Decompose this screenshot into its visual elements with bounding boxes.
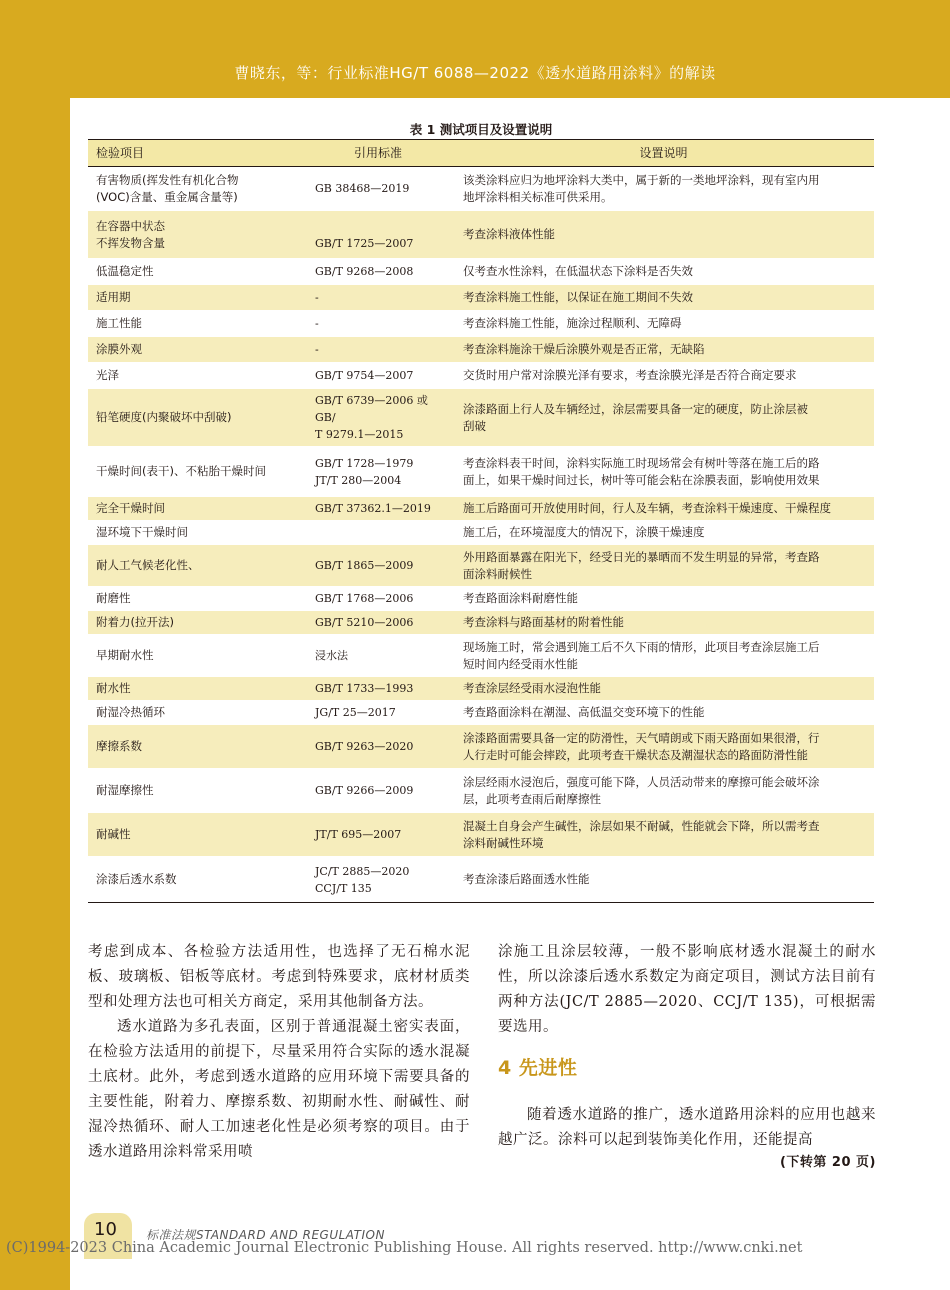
item-cell	[88, 259, 303, 285]
cell-line: CCJ/T 135	[315, 881, 372, 895]
column-header: 引用标准	[303, 140, 453, 167]
cell-line: GB/T 37362.1—2019	[315, 502, 431, 515]
table-row	[88, 497, 874, 521]
note-cell	[453, 769, 874, 813]
cell-line: 考查涂层经受雨水浸泡性能	[463, 681, 601, 695]
cell-line: 外用路面暴露在阳光下，经受日光的暴晒而不发生明显的异常，考查路	[463, 549, 820, 564]
cell-line: 涂料耐碱性环境	[463, 835, 544, 850]
cell-line: 考查涂料表干时间，涂料实际施工时现场常会有树叶等落在施工后的路	[463, 455, 820, 470]
note-cell	[453, 363, 874, 389]
cell-line: 交货时用户常对涂膜光泽有要求，考查涂膜光泽是否符合商定要求	[463, 368, 797, 382]
table-row	[88, 285, 874, 311]
cell-line: 考查涂料施工性能，施涂过程顺利、无障碍	[463, 316, 682, 330]
item-cell	[88, 167, 303, 211]
cell-line: 面涂料耐候性	[463, 566, 532, 581]
cell-line	[315, 218, 445, 235]
note-cell	[453, 813, 874, 857]
note-cell	[453, 677, 874, 701]
cell-line: 耐湿摩擦性	[96, 783, 154, 797]
cell-line: 光泽	[96, 368, 119, 382]
note-cell	[453, 635, 874, 677]
item-cell	[88, 337, 303, 363]
note-cell	[453, 611, 874, 635]
cell-line: JG/T 25—2017	[315, 706, 396, 719]
cell-line: 涂漆后透水系数	[96, 872, 177, 886]
cell-line: 施工后路面可开放使用时间，行人及车辆，考查涂料干燥速度、干燥程度	[463, 501, 831, 515]
cell-line: 摩擦系数	[96, 739, 142, 753]
note-cell	[453, 587, 874, 611]
standard-cell	[303, 363, 453, 389]
table-row	[88, 337, 874, 363]
note-cell	[453, 337, 874, 363]
cell-line: GB/T 9266—2009	[315, 784, 414, 797]
running-title: 曹晓东，等：行业标准HG/T 6088—2022《透水道路用涂料》的解读	[234, 64, 716, 82]
note-cell	[453, 497, 874, 521]
table-row	[88, 677, 874, 701]
cell-line: -	[315, 291, 319, 304]
table-row	[88, 389, 874, 447]
table-row	[88, 813, 874, 857]
cell-line: 现场施工时，常会遇到施工后不久下雨的情形，此项目考查涂层施工后	[463, 639, 820, 654]
standard-cell	[303, 389, 453, 447]
item-cell	[88, 857, 303, 903]
table-row	[88, 311, 874, 337]
cell-line: -	[315, 317, 319, 330]
standard-cell	[303, 447, 453, 497]
table-row	[88, 701, 874, 725]
cell-line: 早期耐水性	[96, 648, 154, 662]
standard-cell	[303, 635, 453, 677]
cell-line: 耐磨性	[96, 591, 131, 605]
standard-cell	[303, 311, 453, 337]
item-cell	[88, 497, 303, 521]
standard-cell	[303, 769, 453, 813]
copyright-notice: (C)1994-2023 China Academic Journal Electronic Publishing House. All rights reserved. http://www.cnki.net	[6, 1240, 803, 1256]
note-cell	[453, 167, 874, 211]
cell-line: 仅考查水性涂料，在低温状态下涂料是否失效	[463, 264, 693, 278]
standard-cell	[303, 167, 453, 211]
cell-line: GB/T 9754—2007	[315, 369, 414, 382]
cell-line: 干燥时间(表干)、不粘胎干燥时间	[96, 464, 266, 478]
column-header: 检验项目	[88, 140, 303, 167]
table-body	[88, 167, 874, 903]
cell-line: 耐水性	[96, 681, 131, 695]
spec-table	[88, 139, 874, 903]
cell-line: 铅笔硬度(内聚破坏中刮破)	[96, 410, 232, 424]
cell-line: 涂膜外观	[96, 342, 142, 356]
cell-line: 完全干燥时间	[96, 501, 165, 515]
cell-line: 层，此项考查雨后耐摩擦性	[463, 791, 601, 806]
item-cell	[88, 611, 303, 635]
cell-line: 刮破	[463, 418, 486, 433]
note-cell	[453, 447, 874, 497]
cell-line: GB/T 1728—1979	[315, 456, 414, 470]
cell-line: 耐碱性	[96, 827, 131, 841]
note-cell	[453, 521, 874, 545]
item-cell	[88, 701, 303, 725]
note-cell	[453, 857, 874, 903]
item-cell	[88, 677, 303, 701]
standard-cell	[303, 725, 453, 769]
text-column-left	[88, 940, 470, 1165]
cell-line: 短时间内经受雨水性能	[463, 656, 578, 671]
cell-line: 考查涂漆后路面透水性能	[463, 872, 590, 886]
cell-line: 该类涂料应归为地坪涂料大类中，属于新的一类地坪涂料，现有室内用	[463, 172, 820, 187]
continued-note: (下转第 20 页)	[779, 1155, 876, 1170]
standard-cell	[303, 211, 453, 259]
cell-line: 附着力(拉开法)	[96, 615, 174, 629]
table-row	[88, 363, 874, 389]
cell-line: 耐人工气候老化性、	[96, 558, 200, 572]
table-row	[88, 447, 874, 497]
note-cell	[453, 725, 874, 769]
table-row	[88, 521, 874, 545]
item-cell	[88, 725, 303, 769]
standard-cell	[303, 521, 453, 545]
table-row	[88, 635, 874, 677]
cell-line: GB/T 9263—2020	[315, 740, 414, 753]
standard-cell	[303, 857, 453, 903]
cell-line: 考查涂料施涂干燥后涂膜外观是否正常，无缺陷	[463, 342, 705, 356]
cell-line: -	[315, 343, 319, 356]
cell-line: GB 38468—2019	[315, 182, 410, 195]
standard-cell	[303, 337, 453, 363]
item-cell	[88, 635, 303, 677]
cell-line: 涂层经雨水浸泡后，强度可能下降，人员活动带来的摩擦可能会破坏涂	[463, 774, 820, 789]
cell-line: JT/T 695—2007	[315, 828, 402, 841]
cell-line: 低温稳定性	[96, 264, 154, 278]
table-row	[88, 725, 874, 769]
cell-line: 施工后，在环境湿度大的情况下，涂膜干燥速度	[463, 525, 705, 539]
left-margin-band	[0, 0, 70, 1290]
table-header-row	[88, 140, 874, 167]
text-column-right	[498, 940, 876, 1173]
cell-line: GB/T 1733—1993	[315, 682, 414, 695]
standard-cell	[303, 545, 453, 587]
standard-cell	[303, 813, 453, 857]
cell-line: 浸水法	[315, 649, 348, 662]
cell-line: 考查涂料施工性能，以保证在施工期间不失效	[463, 290, 693, 304]
cell-line: GB/T 1865—2009	[315, 559, 414, 572]
cell-line: 适用期	[96, 290, 131, 304]
item-cell	[88, 587, 303, 611]
paragraph: 涂施工且涂层较薄，一般不影响底材透水混凝土的耐水性，所以涂漆后透水系数定为商定项目，测试方法目前有两种方法(JC/T 2885—2020、CCJ/T 135)，可根据需要选用。	[498, 944, 876, 1035]
standard-cell	[303, 259, 453, 285]
header-band	[0, 0, 950, 98]
column-header: 设置说明	[453, 140, 874, 167]
note-cell	[453, 211, 874, 259]
cell-line: (VOC)含量、重金属含量等)	[96, 189, 238, 204]
cell-line: 考查涂料液体性能	[463, 227, 555, 241]
note-cell	[453, 389, 874, 447]
paragraph: 考虑到成本、各检验方法适用性，也选择了无石棉水泥板、玻璃板、铝板等底材。考虑到特殊要求，底材材质类型和处理方法也可相关方商定，采用其他制备方法。	[88, 944, 470, 1010]
table-row	[88, 857, 874, 903]
paragraph: 随着透水道路的推广，透水道路用涂料的应用也越来越广泛。涂料可以起到装饰美化作用，还能提高	[498, 1107, 876, 1148]
table-row	[88, 587, 874, 611]
item-cell	[88, 447, 303, 497]
cell-line: GB/T 9268—2008	[315, 265, 414, 278]
note-cell	[453, 545, 874, 587]
item-cell	[88, 211, 303, 259]
cell-line	[315, 524, 445, 541]
item-cell	[88, 311, 303, 337]
note-cell	[453, 701, 874, 725]
cell-line: GB/T 1768—2006	[315, 592, 414, 605]
item-cell	[88, 363, 303, 389]
cell-line: GB/T 1725—2007	[315, 236, 414, 250]
cell-line: 人行走时可能会摔跤，此项考查干燥状态及潮湿状态的路面防滑性能	[463, 747, 808, 762]
cell-line: 地坪涂料相关标准可供采用。	[463, 189, 613, 204]
cell-line: JC/T 2885—2020	[315, 864, 410, 878]
cell-line: 在容器中状态	[96, 218, 165, 233]
cell-line: 有害物质(挥发性有机化合物	[96, 172, 239, 187]
cell-line: 涂漆路面需要具备一定的防滑性，天气晴朗或下雨天路面如果很滑，行	[463, 730, 820, 745]
standard-cell	[303, 497, 453, 521]
table-row	[88, 545, 874, 587]
cell-line: 湿环境下干燥时间	[96, 525, 188, 539]
page-number: 10	[94, 1219, 117, 1240]
table-caption: 表 1 测试项目及设置说明	[409, 122, 553, 137]
cell-line: 涂漆路面上行人及车辆经过，涂层需要具备一定的硬度，防止涂层被	[463, 401, 808, 416]
table-row	[88, 167, 874, 211]
standard-cell	[303, 587, 453, 611]
item-cell	[88, 813, 303, 857]
note-cell	[453, 311, 874, 337]
table-row	[88, 769, 874, 813]
item-cell	[88, 285, 303, 311]
table-row	[88, 211, 874, 259]
table-row	[88, 259, 874, 285]
cell-line: GB/T 5210—2006	[315, 616, 414, 629]
note-cell	[453, 285, 874, 311]
item-cell	[88, 389, 303, 447]
item-cell	[88, 521, 303, 545]
cell-line: JT/T 280—2004	[315, 473, 402, 487]
standard-cell	[303, 285, 453, 311]
note-cell	[453, 259, 874, 285]
standard-cell	[303, 611, 453, 635]
cell-line: T 9279.1—2015	[315, 428, 404, 441]
cell-line: 考查路面涂料在潮湿、高低温交变环境下的性能	[463, 705, 705, 719]
item-cell	[88, 769, 303, 813]
cell-line: 面上，如果干燥时间过长，树叶等可能会粘在涂膜表面，影响使用效果	[463, 472, 820, 487]
footer-section-label: 标准法规STANDARD AND REGULATION	[146, 1228, 385, 1242]
cell-line: GB/T 6739—2006 或 GB/	[315, 394, 428, 424]
standard-cell	[303, 677, 453, 701]
cell-line: 不挥发物含量	[96, 235, 165, 250]
cell-line: 混凝土自身会产生碱性，涂层如果不耐碱，性能就会下降，所以需考查	[463, 818, 820, 833]
cell-line: 考查涂料与路面基材的附着性能	[463, 615, 624, 629]
table-row	[88, 611, 874, 635]
standard-cell	[303, 701, 453, 725]
section-heading: 4 先进性	[498, 1057, 578, 1079]
cell-line: 耐湿冷热循环	[96, 705, 165, 719]
paragraph: 透水道路为多孔表面，区别于普通混凝土密实表面，在检验方法适用的前提下，尽量采用符合实际的透水混凝土底材。此外，考虑到透水道路的应用环境下需要具备的主要性能，附着力、摩擦系数、初期耐水性、耐碱性、耐湿冷热循环、耐人工加速老化性是必须考察的项目。由于透水道路用涂料常采用喷	[88, 1019, 470, 1160]
item-cell	[88, 545, 303, 587]
cell-line: 考查路面涂料耐磨性能	[463, 591, 578, 605]
cell-line: 施工性能	[96, 316, 142, 330]
